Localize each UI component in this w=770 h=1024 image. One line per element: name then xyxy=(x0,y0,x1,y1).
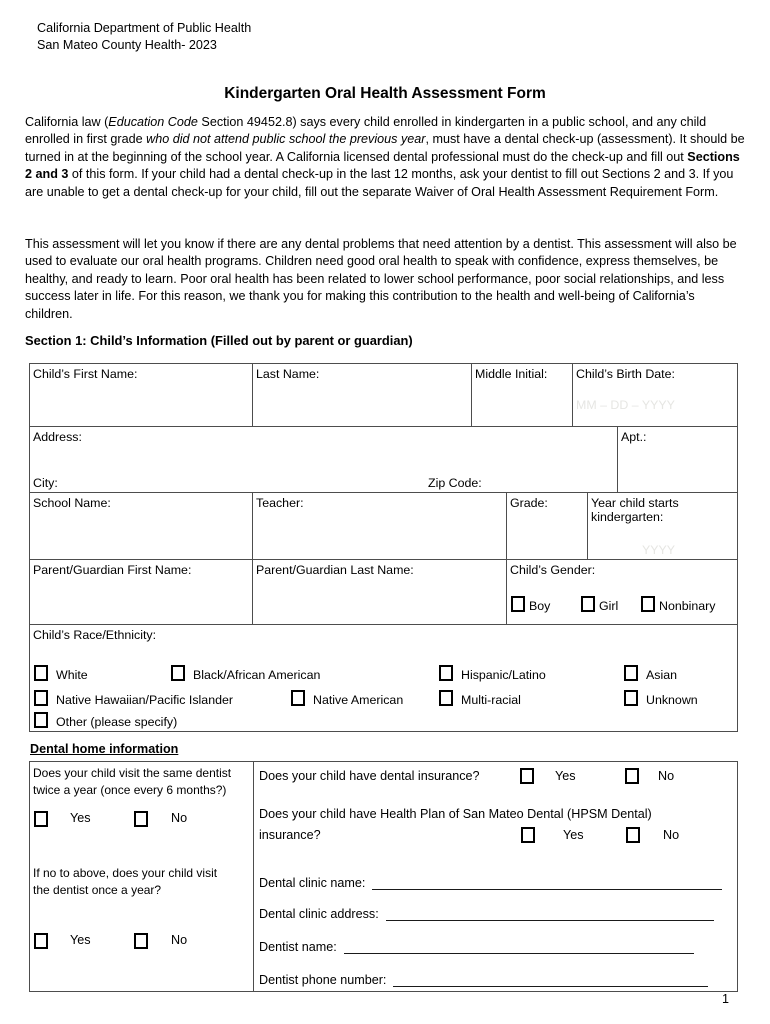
teacher-field[interactable] xyxy=(252,493,506,559)
dental-right-column xyxy=(254,762,737,991)
same-dentist-no-checkbox-icon[interactable] xyxy=(134,811,148,828)
question-once-a-year-line1: If no to above, does your child visit xyxy=(33,866,218,880)
native-hawaiian-pacific-islander-checkbox-icon[interactable] xyxy=(34,690,48,706)
same-dentist-yes-label: Yes xyxy=(70,811,91,825)
question-hpsm-line1: Does your child have Health Plan of San Mateo Dental (HPSM Dental) xyxy=(259,807,652,821)
race-option-unknown[interactable] xyxy=(624,690,698,707)
same-dentist-no-label: No xyxy=(171,811,188,825)
race-option-native-american[interactable] xyxy=(291,690,403,707)
grade-label: Grade: xyxy=(510,496,548,510)
race-option-white[interactable] xyxy=(34,665,88,682)
native-hawaiian-pacific-islander-label: Native Hawaiian/Pacific Islander xyxy=(56,693,233,707)
child-first-name-label: Child’s First Name: xyxy=(33,367,138,381)
address-label: Address: xyxy=(33,430,82,444)
p1-seg1: California law ( xyxy=(25,115,109,129)
dentist-phone-label: Dentist phone number: xyxy=(259,973,387,987)
p1-seg5: , must have a dental check-up (assessment). It should be turned in at the beginning of the school year. A California licensed dental professional must do the check-up and fill out xyxy=(25,132,745,164)
form-title: Kindergarten Oral Health Assessment Form xyxy=(224,85,546,102)
girl-checkbox-icon[interactable] xyxy=(581,596,595,612)
birth-date-field[interactable] xyxy=(572,364,737,426)
gender-label: Child’s Gender: xyxy=(510,563,596,577)
dental-home-table xyxy=(29,761,738,992)
insurance-no-label: No xyxy=(658,769,675,783)
clinic-name-input-line[interactable] xyxy=(372,876,722,890)
question-same-dentist-line2: twice a year (once every 6 months?) xyxy=(33,782,227,797)
question-same-dentist xyxy=(33,765,231,798)
hispanic-latino-checkbox-icon[interactable] xyxy=(439,665,453,681)
table-row-name xyxy=(30,364,737,426)
school-name-label: School Name: xyxy=(33,496,111,510)
once-a-year-yes-label: Yes xyxy=(70,933,91,947)
native-american-label: Native American xyxy=(313,693,404,707)
school-name-field[interactable] xyxy=(30,493,252,559)
hpsm-no-checkbox-icon[interactable] xyxy=(626,827,640,844)
race-label: Child’s Race/Ethnicity: xyxy=(33,628,157,642)
hpsm-yes-checkbox-icon[interactable] xyxy=(521,827,535,844)
parent-first-name-label: Parent/Guardian First Name: xyxy=(33,563,192,577)
dentist-name-row xyxy=(259,938,694,954)
hpsm-no-label: No xyxy=(663,828,680,842)
hpsm-yes-label: Yes xyxy=(563,828,584,842)
other-label: Other (please specify) xyxy=(56,715,178,729)
p1-seg2-italic: Education Code xyxy=(108,115,198,129)
once-a-year-no-label: No xyxy=(171,933,188,947)
same-dentist-yes-checkbox-icon[interactable] xyxy=(34,811,48,828)
other-checkbox-icon[interactable] xyxy=(34,712,48,728)
multi-racial-label: Multi-racial xyxy=(461,693,521,707)
p1-seg4-italic: who did not attend public school the previous year xyxy=(146,132,426,147)
intro-paragraph-1 xyxy=(25,114,745,201)
clinic-address-row xyxy=(259,905,714,921)
dentist-phone-row xyxy=(259,971,708,987)
black-african-american-checkbox-icon[interactable] xyxy=(171,665,185,681)
asian-label: Asian xyxy=(646,668,677,682)
parent-last-name-label: Parent/Guardian Last Name: xyxy=(256,563,414,577)
question-dental-insurance: Does your child have dental insurance? xyxy=(259,769,480,783)
p1-seg6-bold: Sections 2 and 3 xyxy=(25,149,740,182)
gender-field xyxy=(506,560,737,624)
p1-seg7: of this form. If your child had a dental check-up in the last 12 months, ask your dentist to fill out Sections 2 and 3. If you are unable to get a dental check-up for your child, fill out the separate Waiver of Oral Health Assessment Requirement Form. xyxy=(25,167,734,199)
question-once-a-year xyxy=(33,865,217,898)
address-field[interactable] xyxy=(30,427,617,492)
race-option-other[interactable] xyxy=(34,712,177,729)
clinic-address-label: Dental clinic address: xyxy=(259,907,379,921)
unknown-checkbox-icon[interactable] xyxy=(624,690,638,706)
city-label: City: xyxy=(33,476,58,490)
white-label: White xyxy=(56,668,88,682)
boy-label: Boy xyxy=(529,599,551,613)
race-field xyxy=(30,625,737,731)
question-once-a-year-line2: the dentist once a year? xyxy=(33,882,162,897)
zip-code-label: Zip Code: xyxy=(428,476,482,490)
multi-racial-checkbox-icon[interactable] xyxy=(439,690,453,706)
native-american-checkbox-icon[interactable] xyxy=(291,690,305,706)
white-checkbox-icon[interactable] xyxy=(34,665,48,681)
birth-date-placeholder: MM – DD – YYYY xyxy=(576,398,675,412)
question-hpsm-line2: insurance? xyxy=(259,828,321,842)
boy-checkbox-icon[interactable] xyxy=(511,596,525,612)
asian-checkbox-icon[interactable] xyxy=(624,665,638,681)
race-option-black-african-american[interactable] xyxy=(171,665,320,682)
letterhead xyxy=(37,20,251,53)
page-number: 1 xyxy=(722,992,730,1006)
apt-label: Apt.: xyxy=(621,430,647,444)
insurance-yes-checkbox-icon[interactable] xyxy=(520,768,534,785)
letterhead-line1: California Department of Public Health xyxy=(37,21,252,35)
clinic-name-row xyxy=(259,874,722,890)
child-info-table xyxy=(29,363,738,732)
clinic-name-label: Dental clinic name: xyxy=(259,876,366,890)
gender-option-girl[interactable] xyxy=(581,596,618,613)
kindergarten-year-placeholder: YYYY xyxy=(642,543,676,557)
middle-initial-label: Middle Initial: xyxy=(475,367,548,381)
unknown-label: Unknown xyxy=(646,693,698,707)
child-last-name-field[interactable] xyxy=(252,364,471,426)
apt-field[interactable] xyxy=(617,427,737,492)
clinic-address-input-line[interactable] xyxy=(386,907,714,921)
child-first-name-field[interactable] xyxy=(30,364,252,426)
once-a-year-yes-checkbox-icon[interactable] xyxy=(34,933,48,950)
race-option-multi-racial[interactable] xyxy=(439,690,521,707)
nonbinary-label: Nonbinary xyxy=(659,599,716,613)
letterhead-line2: San Mateo County Health- 2023 xyxy=(37,37,217,52)
insurance-yes-label: Yes xyxy=(555,769,576,783)
city-zip-line xyxy=(33,476,614,490)
question-same-dentist-line1: Does your child visit the same dentist xyxy=(33,766,232,780)
teacher-label: Teacher: xyxy=(256,496,304,510)
once-a-year-no-checkbox-icon[interactable] xyxy=(134,933,148,950)
gender-option-nonbinary[interactable] xyxy=(641,596,715,613)
table-row-school xyxy=(30,492,737,559)
table-row-race xyxy=(30,624,737,731)
p1-seg3: Section 49452.8) says every child enrolled in kindergarten in a public school, and any child enrolled in first grade xyxy=(25,115,707,147)
dental-left-column xyxy=(30,762,254,991)
child-last-name-label: Last Name: xyxy=(256,367,320,381)
race-option-asian[interactable] xyxy=(624,665,677,682)
kindergarten-year-label: Year child starts kindergarten: xyxy=(591,496,679,524)
insurance-no-checkbox-icon[interactable] xyxy=(625,768,639,785)
black-african-american-label: Black/African American xyxy=(193,668,321,682)
grade-field[interactable] xyxy=(506,493,587,559)
race-option-hispanic-latino[interactable] xyxy=(439,665,546,682)
table-row-address xyxy=(30,426,737,492)
section1-heading: Section 1: Child’s Information (Filled out by parent or guardian) xyxy=(25,333,413,348)
girl-label: Girl xyxy=(599,599,619,613)
middle-initial-field[interactable] xyxy=(471,364,572,426)
hispanic-latino-label: Hispanic/Latino xyxy=(461,668,546,682)
intro-paragraph-2: This assessment will let you know if there are any dental problems that need attention by a dentist. This assessment will also be used to evaluate our oral health programs. Children need good oral health to speak with confidence, express themselves, be healthy, and ready to learn. Poor oral health has been related to lower school performance, poor social relationships, and less success later in life. For this reason, we thank you for making this contribution to the health and well-being of California’s children. xyxy=(25,237,737,321)
dentist-name-label: Dentist name: xyxy=(259,940,337,954)
kindergarten-year-field[interactable] xyxy=(587,493,737,559)
table-row-parent xyxy=(30,559,737,624)
parent-first-name-field[interactable] xyxy=(30,560,252,624)
race-option-native-hawaiian-pacific-islander[interactable] xyxy=(34,690,233,707)
nonbinary-checkbox-icon[interactable] xyxy=(641,596,655,612)
birth-date-label: Child’s Birth Date: xyxy=(576,367,675,381)
dental-home-heading: Dental home information xyxy=(30,742,179,756)
parent-last-name-field[interactable] xyxy=(252,560,506,624)
dentist-name-input-line[interactable] xyxy=(344,940,694,954)
gender-option-boy[interactable] xyxy=(511,596,550,613)
dentist-phone-input-line[interactable] xyxy=(393,973,708,987)
